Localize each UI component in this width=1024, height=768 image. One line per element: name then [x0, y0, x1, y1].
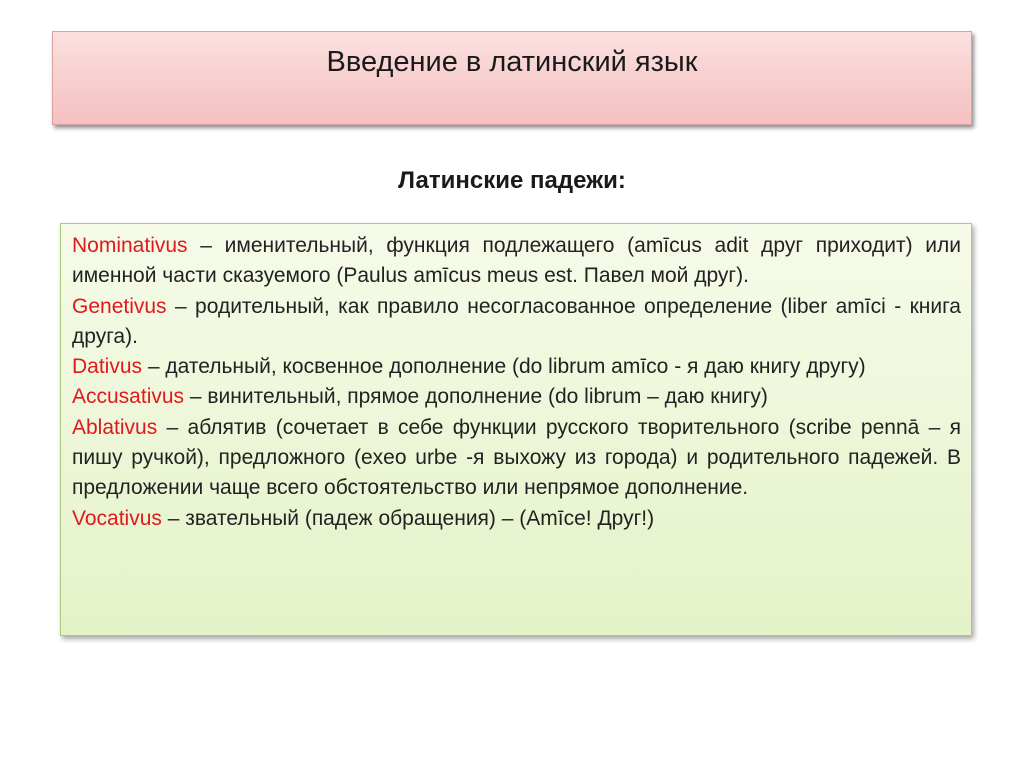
- case-name: Accusativus: [72, 385, 185, 409]
- case-nominativus: [72, 231, 961, 292]
- case-name: Ablativus: [72, 415, 158, 439]
- case-name: Nominativus: [72, 234, 188, 257]
- slide-title: Введение в латинский язык: [326, 46, 698, 78]
- case-description: – именительный, функция подлежащего (amīcus adit друг приходит) или именной части сказуемого (Paulus amīcus meus est. Павел мой друг).: [72, 234, 961, 288]
- case-dativus: [72, 352, 961, 382]
- case-name: Dativus: [72, 355, 143, 379]
- case-name: Genetivus: [72, 294, 167, 318]
- case-description: – родительный, как правило несогласованное определение (liber amīci - книга друга).: [72, 294, 961, 348]
- case-accusativus: [72, 382, 961, 412]
- case-genetivus: [72, 292, 961, 353]
- case-ablativus: [72, 413, 961, 504]
- title-box: [52, 31, 972, 125]
- case-description: – аблятив (сочетает в себе функции русского творительного (scribe pennā – я пишу ручкой), предложного (exeo urbe -я выхожу из города) и родительного падежей. В предложении чаще всего обстоятельство или непрямое дополнение.: [72, 415, 961, 500]
- case-vocativus: [72, 504, 961, 534]
- case-description: – звательный (падеж обращения) – (Amīce! Друг!): [161, 506, 655, 530]
- case-description: – винительный, прямое дополнение (do librum – даю книгу): [184, 385, 768, 409]
- case-description: – дательный, косвенное дополнение (do librum amīco - я даю книгу другу): [142, 355, 866, 379]
- slide-subtitle: Латинские падежи:: [398, 167, 626, 194]
- case-name: Vocativus: [72, 506, 162, 530]
- cases-box: [60, 223, 972, 636]
